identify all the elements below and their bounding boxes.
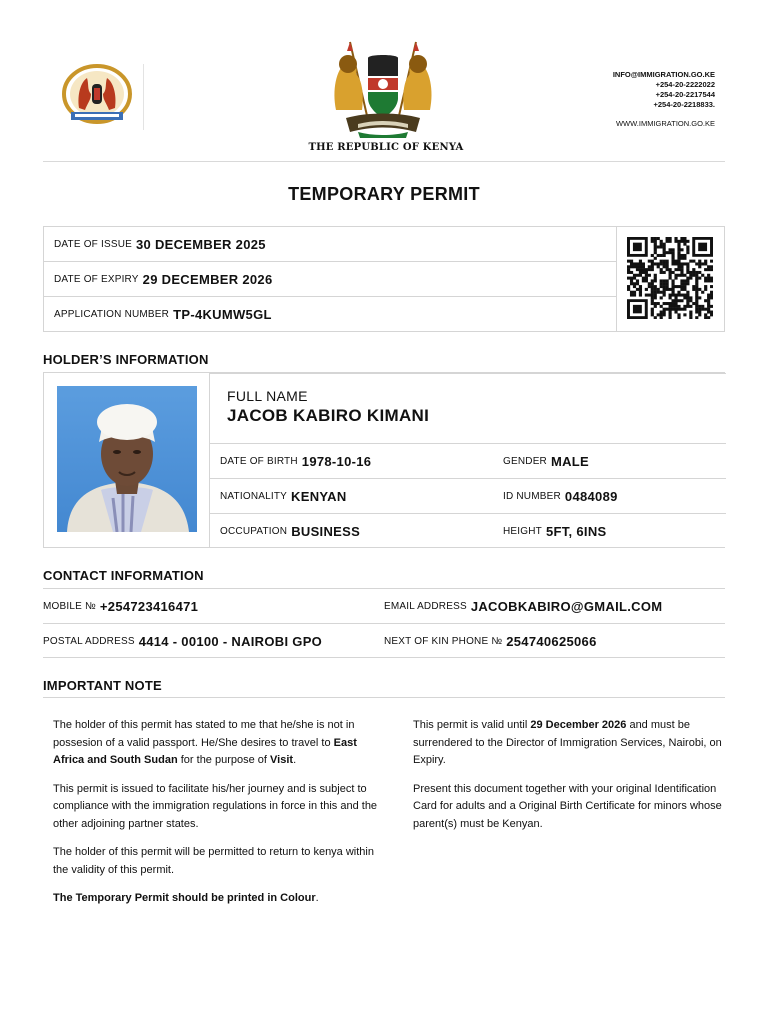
note-divider	[43, 697, 725, 698]
note-print-instruction: The Temporary Permit should be printed in Colour.	[53, 892, 319, 904]
id-number-value: 0484089	[564, 488, 618, 504]
postal-value: 4414 - 00100 - NAIROBI GPO	[138, 633, 323, 649]
qr-cell	[616, 227, 724, 331]
occupation-field	[220, 514, 360, 548]
page-title: TEMPORARY PERMIT	[288, 184, 480, 204]
mobile-label: MOBILE №	[43, 600, 96, 612]
email-field	[384, 589, 662, 623]
logo-divider	[143, 64, 144, 130]
photo-cell	[44, 373, 210, 547]
document-header	[43, 0, 725, 162]
full-name-value: JACOB KABIRO KIMANI	[227, 406, 430, 425]
kin-phone-value: 254740625066	[506, 633, 597, 649]
date-of-issue-row	[44, 227, 616, 262]
note-section-title: IMPORTANT NOTE	[43, 678, 162, 693]
temporary-permit-document	[43, 0, 725, 904]
note-right-column	[413, 717, 723, 844]
contact-email[interactable]: INFO@IMMIGRATION.GO.KE	[612, 70, 715, 79]
holder-section-title: HOLDER’S INFORMATION	[43, 352, 209, 367]
issue-details-box	[43, 226, 725, 332]
contact-section-title: CONTACT INFORMATION	[43, 568, 204, 583]
gender-value: MALE	[550, 453, 590, 469]
note-validity-paragraph: This permit is valid until 29 December 2026 and must be surrendered to the Director of Immigration Services, Nairobi, on Expiry.	[413, 719, 722, 766]
note-paragraph-3: The holder of this permit will be permitted to return to kenya within the validity of this permit.	[53, 846, 374, 876]
full-name-cell	[210, 373, 726, 444]
height-field	[503, 514, 606, 548]
id-number-field	[503, 479, 618, 513]
note-paragraph-1: The holder of this permit has stated to me that he/she is not in possesion of a valid passport. He/She desires to travel to East Africa and South Sudan for the purpose of Visit.	[53, 719, 357, 766]
dob-field	[220, 444, 371, 478]
id-number-label: ID NUMBER	[503, 490, 561, 502]
email-label: EMAIL ADDRESS	[384, 600, 467, 612]
kin-phone-field	[384, 624, 597, 658]
contact-phone-1: +254-20-2222022	[655, 80, 715, 89]
holder-info-box	[43, 372, 725, 548]
contact-row-postal-kin	[43, 623, 725, 658]
postal-field	[43, 624, 322, 658]
kin-phone-label: NEXT OF KIN PHONE №	[384, 635, 503, 647]
application-number-value: TP-4KUMW5GL	[173, 307, 272, 322]
mobile-field	[43, 589, 198, 623]
nationality-label: NATIONALITY	[220, 490, 288, 502]
nationality-field	[220, 479, 347, 513]
contact-phone-2: +254-20-2217544	[655, 90, 715, 99]
holder-row-occupation-height	[210, 514, 726, 549]
contact-block	[613, 70, 715, 129]
date-of-issue-label: DATE OF ISSUE	[54, 238, 132, 250]
holder-row-nationality-id	[210, 479, 726, 514]
holder-photo	[57, 386, 197, 532]
date-of-expiry-label: DATE OF EXPIRY	[54, 273, 139, 285]
kenya-immigration-logo	[61, 64, 133, 128]
application-number-label: APPLICATION NUMBER	[54, 309, 170, 320]
holder-row-dob-gender	[210, 444, 726, 479]
note-paragraph-2: This permit is issued to facilitate his/her journey and is subject to compliance with the immigration regulations in force in this and the other adjoining partner states.	[53, 782, 378, 830]
full-name-label: FULL NAME	[227, 388, 308, 404]
dob-value: 1978-10-16	[301, 453, 372, 469]
note-documents-paragraph: Present this document together with your original Identification Card for adults and a Original Birth Certificate for minors whose parent(s) must be Kenyan.	[413, 782, 722, 830]
nationality-value: KENYAN	[291, 488, 347, 504]
qr-code-icon	[627, 237, 713, 319]
height-value: 5FT, 6INS	[545, 523, 607, 539]
email-value: JACOBKABIRO@GMAIL.COM	[470, 598, 663, 614]
republic-heading: THE REPUBLIC OF KENYA	[308, 142, 464, 153]
occupation-label: OCCUPATION	[220, 525, 288, 537]
contact-phone-3: +254-20-2218833.	[653, 100, 715, 109]
occupation-value: BUSINESS	[291, 523, 361, 539]
mobile-value: +254723416471	[99, 598, 199, 614]
contact-row-mobile-email	[43, 588, 725, 623]
note-left-column	[53, 717, 388, 919]
kenya-coat-of-arms	[328, 40, 438, 140]
date-of-expiry-value: 29 DECEMBER 2026	[142, 271, 273, 287]
date-of-issue-value: 30 DECEMBER 2025	[135, 236, 266, 252]
postal-label: POSTAL ADDRESS	[43, 635, 135, 647]
contact-website[interactable]: WWW.IMMIGRATION.GO.KE	[615, 119, 715, 128]
date-of-expiry-row	[44, 262, 616, 297]
height-label: HEIGHT	[503, 525, 542, 537]
dob-label: DATE OF BIRTH	[220, 455, 298, 467]
gender-label: GENDER	[503, 455, 547, 467]
application-number-row	[44, 297, 616, 332]
gender-field	[503, 444, 589, 478]
